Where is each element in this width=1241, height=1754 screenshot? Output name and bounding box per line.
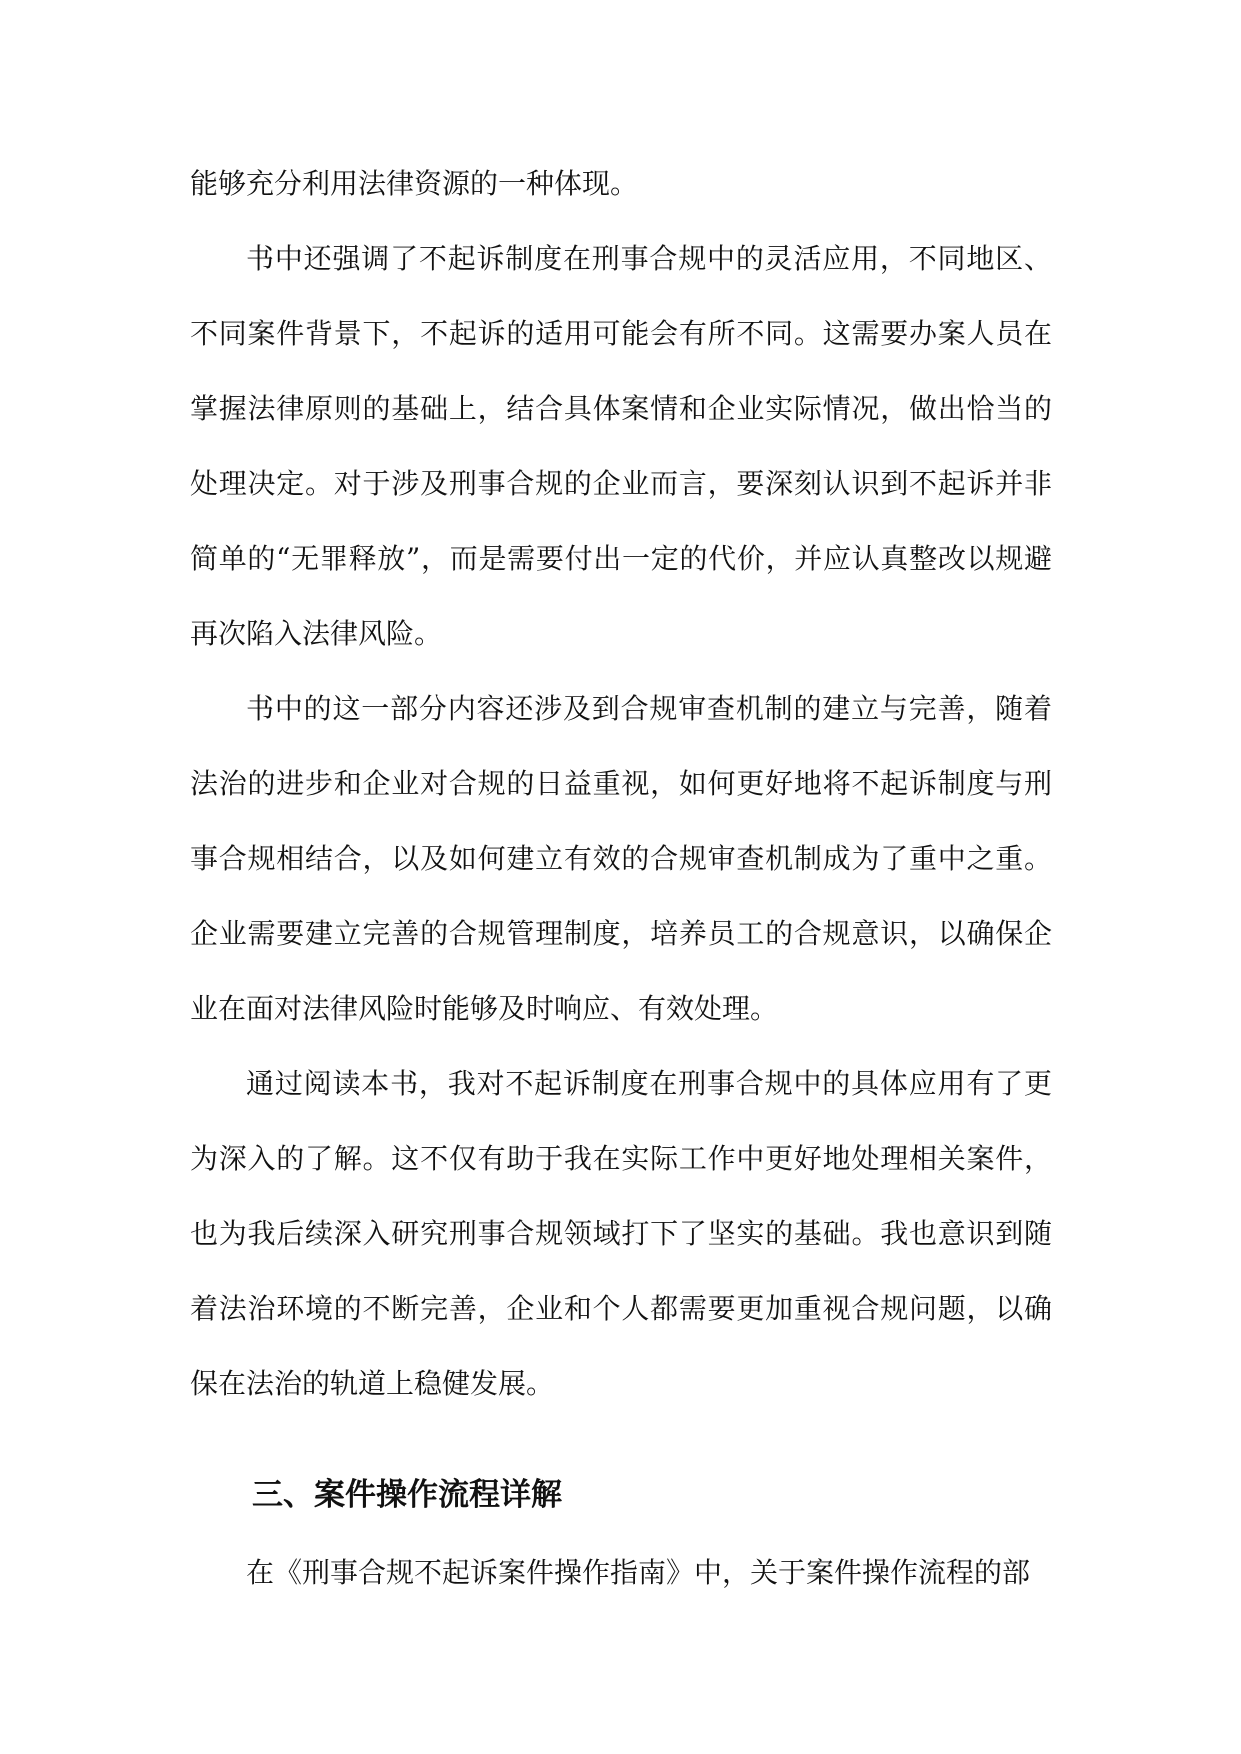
section-heading: 三、案件操作流程详解 — [252, 1477, 562, 1513]
paragraph-continued: 能够充分利用法律资源的一种体现。 — [190, 167, 639, 200]
paragraph-compliance-review: 书中的这一部分内容还涉及到合规审查机制的建立与完善，随着法治的进步和企业对合规的日益重视，如何更好地将不起诉制度与刑事合规相结合，以及如何建立有效的合规审查机制成为了重中之重。企业需要建立完善的合规管理制度，培养员工的合规意识，以确保企业在面对法律风险时能够及时响应、有效处理。 — [190, 692, 1052, 1025]
document-body — [190, 146, 1052, 1610]
paragraph-reading-reflection: 通过阅读本书，我对不起诉制度在刑事合规中的具体应用有了更为深入的了解。这不仅有助于我在实际工作中更好地处理相关案件，也为我后续深入研究刑事合规领域打下了坚实的基础。我也意识到随着法治环境的不断完善，企业和个人都需要更加重视合规问题，以确保在法治的轨道上稳健发展。 — [190, 1067, 1052, 1400]
paragraph-section-intro: 在《刑事合规不起诉案件操作指南》中，关于案件操作流程的部 — [246, 1556, 1031, 1589]
paragraph-flexible-application: 书中还强调了不起诉制度在刑事合规中的灵活应用，不同地区、不同案件背景下，不起诉的适用可能会有所不同。这需要办案人员在掌握法律原则的基础上，结合具体案情和企业实际情况，做出恰当的处理决定。对于涉及刑事合规的企业而言，要深刻认识到不起诉并非简单的“无罪释放”，而是需要付出一定的代价，并应认真整改以规避再次陷入法律风险。 — [190, 242, 1052, 650]
